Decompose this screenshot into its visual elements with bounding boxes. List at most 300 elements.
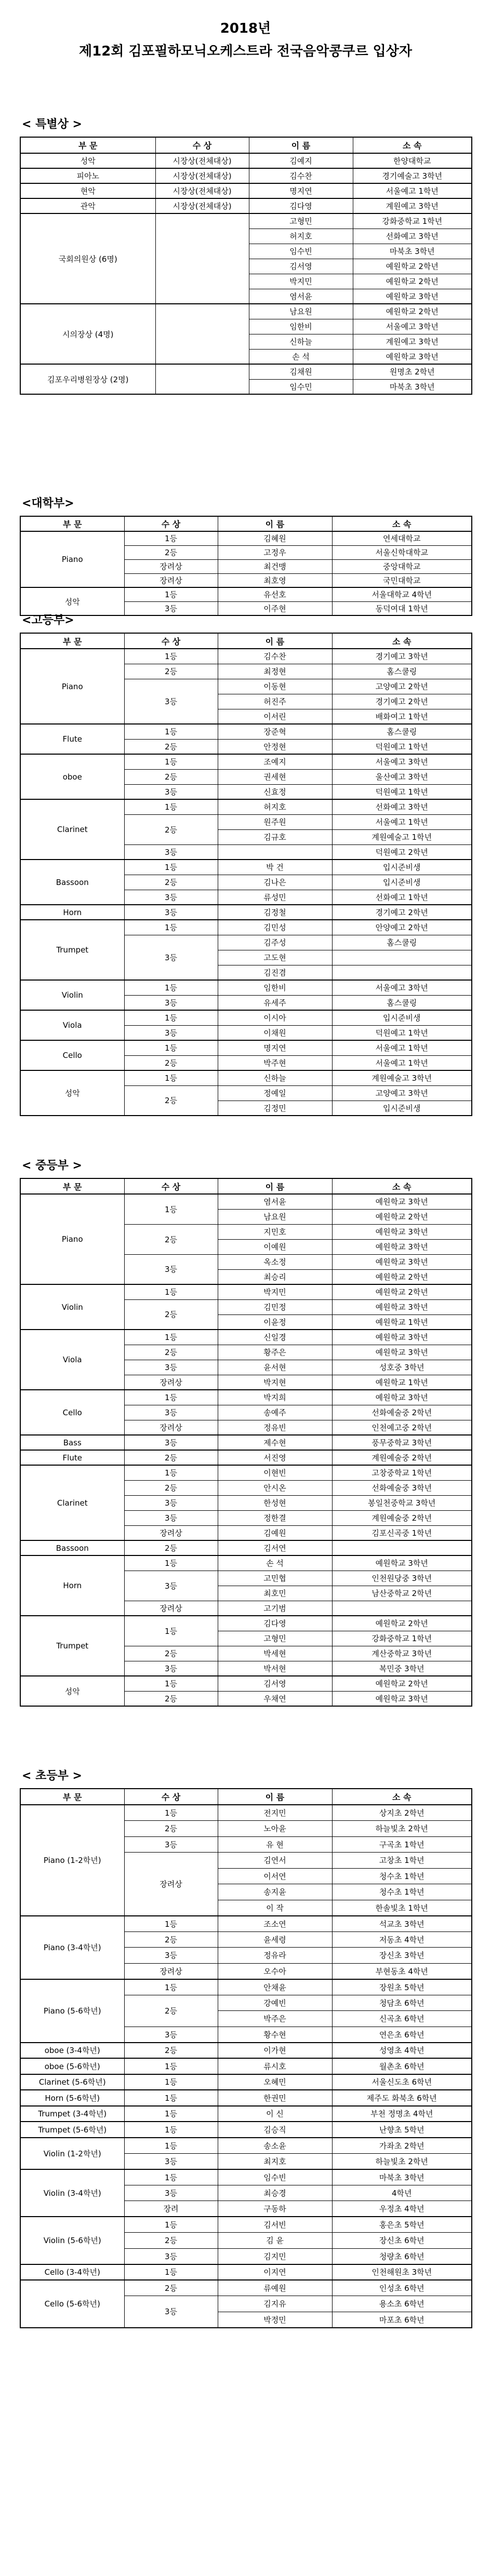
column-header: 이 름: [218, 1178, 332, 1194]
name-cell: 김채원: [249, 364, 353, 379]
name-cell: 오수아: [218, 1963, 332, 1979]
name-cell: 김규호: [218, 829, 332, 844]
column-header: 부 문: [20, 1178, 124, 1194]
category-cell: Viola: [20, 1010, 124, 1040]
affiliation-cell: 국민대학교: [332, 573, 472, 587]
award-cell: 1등: [124, 1555, 218, 1571]
name-cell: 이주현: [218, 601, 332, 615]
name-cell: 김지민: [218, 2248, 332, 2264]
award-cell: 2등: [124, 1299, 218, 1330]
category-cell: Horn: [20, 905, 124, 920]
affiliation-cell: 선화예술중 3학년: [332, 1480, 472, 1495]
award-cell: 3등: [124, 1836, 218, 1853]
name-cell: 명지연: [218, 1040, 332, 1055]
name-cell: 이 작: [218, 1900, 332, 1916]
table-row: [20, 2217, 472, 2233]
award-table: [20, 633, 472, 1116]
document-header: [0, 0, 491, 60]
award-cell: 3등: [124, 1510, 218, 1525]
table-row: [20, 1284, 472, 1299]
award-cell: 3등: [124, 784, 218, 799]
table-row: [20, 2043, 472, 2059]
table-row: [20, 1435, 472, 1450]
affiliation-cell: 고양예고 3학년: [332, 1085, 472, 1101]
name-cell: 김수찬: [249, 168, 353, 183]
name-cell: 임수빈: [249, 244, 353, 259]
category-cell: Cello: [20, 1390, 124, 1435]
category-cell: Cello: [20, 1040, 124, 1070]
name-cell: 윤세령: [218, 1931, 332, 1948]
award-cell: 1등: [124, 1465, 218, 1480]
name-cell: 옥소정: [218, 1254, 332, 1269]
category-cell: Horn (5-6학년): [20, 2090, 124, 2106]
name-cell: 황수현: [218, 2027, 332, 2043]
affiliation-cell: 예원학교 2학년: [353, 274, 472, 289]
award-cell: 1등: [124, 2264, 218, 2280]
name-cell: 남요원: [249, 304, 353, 319]
award-cell: 1등: [124, 2074, 218, 2090]
section-title: <대학부>: [22, 497, 74, 510]
category-cell: 성악: [20, 587, 124, 615]
name-cell: 노아윤: [218, 1821, 332, 1837]
table-row: [20, 2122, 472, 2138]
table-row: [20, 2138, 472, 2154]
table-row: [20, 2074, 472, 2090]
column-header: 부 문: [20, 1789, 124, 1805]
award-cell: 1등: [124, 1010, 218, 1025]
name-cell: 신하늘: [218, 1070, 332, 1085]
name-cell: 조예지: [218, 754, 332, 769]
name-cell: 안정현: [218, 739, 332, 754]
affiliation-cell: 강화중학교 1학년: [353, 213, 472, 229]
name-cell: 고민협: [218, 1571, 332, 1586]
column-header: 이 름: [218, 633, 332, 649]
table-row: [20, 587, 472, 601]
name-cell: 김지유: [218, 2296, 332, 2312]
section-title: <고등부>: [22, 614, 74, 627]
name-cell: 전지민: [218, 1805, 332, 1821]
name-cell: 이서연: [218, 1868, 332, 1884]
affiliation-cell: 계원예고 3학년: [353, 334, 472, 349]
affiliation-cell: [332, 950, 472, 965]
document-title: 제12회 김포필하모닉오케스트라 전국음악콩쿠르 입상자: [78, 44, 412, 59]
affiliation-cell: 서울대학교 4학년: [332, 587, 472, 601]
name-cell: 이시아: [218, 1010, 332, 1025]
affiliation-cell: 인천예고중 2학년: [332, 1420, 472, 1435]
award-cell: 1등: [124, 1330, 218, 1345]
category-cell: Flute: [20, 724, 124, 754]
name-cell: 김민성: [218, 920, 332, 935]
award-cell: 3등: [124, 2296, 218, 2328]
name-cell: 김나은: [218, 875, 332, 890]
affiliation-cell: 우정초 4학년: [332, 2201, 472, 2217]
affiliation-cell: 인성초 6학년: [332, 2280, 472, 2296]
award-cell: 장려상: [124, 559, 218, 573]
category-cell: Piano (3-4학년): [20, 1916, 124, 1979]
award-table: [20, 1178, 472, 1707]
award-cell: 장려상: [124, 1525, 218, 1540]
affiliation-cell: 청량초 6학년: [332, 2248, 472, 2264]
name-cell: 이윤정: [218, 1314, 332, 1330]
name-cell: 류시호: [218, 2058, 332, 2074]
name-cell: 손 석: [218, 1555, 332, 1571]
category-cell: Piano (1-2학년): [20, 1805, 124, 1916]
name-cell: 이 신: [218, 2106, 332, 2122]
affiliation-cell: 용소초 6학년: [332, 2296, 472, 2312]
affiliation-cell: 서울예고 3학년: [332, 980, 472, 995]
award-cell: 3등: [124, 1405, 218, 1420]
award-cell: 3등: [124, 890, 218, 905]
category-cell: Bassoon: [20, 860, 124, 905]
category-cell: Cello (3-4학년): [20, 2264, 124, 2280]
award-cell: 장려상: [124, 1375, 218, 1390]
affiliation-cell: 하늘빛초 2학년: [332, 2153, 472, 2169]
award-cell: 2등: [124, 1995, 218, 2027]
name-cell: 박 건: [218, 860, 332, 875]
name-cell: 송예주: [218, 1405, 332, 1420]
name-cell: 김민정: [218, 1299, 332, 1314]
affiliation-cell: 마포초 6학년: [332, 2312, 472, 2328]
name-cell: 최지호: [218, 2153, 332, 2169]
affiliation-cell: 예원학교 3학년: [332, 1299, 472, 1314]
award-cell: 1등: [124, 2058, 218, 2074]
award-cell: 1등: [124, 1040, 218, 1055]
name-cell: 김진겸: [218, 965, 332, 980]
affiliation-cell: 덕원예고 1학년: [332, 739, 472, 754]
affiliation-cell: 서울예고 1학년: [332, 1040, 472, 1055]
column-header: 소 속: [353, 137, 472, 153]
affiliation-cell: 제주도 화북초 6학년: [332, 2090, 472, 2106]
name-cell: 고정우: [218, 545, 332, 559]
affiliation-cell: 청수초 1학년: [332, 1884, 472, 1900]
name-cell: 지민호: [218, 1224, 332, 1239]
name-cell: 정한결: [218, 1510, 332, 1525]
name-cell: 김서빈: [218, 2217, 332, 2233]
award-cell: 2등: [124, 2233, 218, 2249]
name-cell: 한권민: [218, 2090, 332, 2106]
affiliation-cell: 서울신도초 6학년: [332, 2074, 472, 2090]
affiliation-cell: 예원학교 3학년: [332, 1224, 472, 1239]
name-cell: 김예지: [249, 153, 353, 168]
name-cell: 유선호: [218, 587, 332, 601]
name-cell: 정유라: [218, 1948, 332, 1964]
name-cell: 신하늘: [249, 334, 353, 349]
affiliation-cell: 배화여고 1학년: [332, 709, 472, 724]
category-cell: Viola: [20, 1330, 124, 1390]
table-row: [20, 1676, 472, 1691]
name-cell: 고형민: [249, 213, 353, 229]
column-header: 수 상: [124, 1178, 218, 1194]
affiliation-cell: 계원예술고 1학년: [332, 829, 472, 844]
affiliation-cell: 장신초 3학년: [332, 1948, 472, 1964]
name-cell: 류예원: [218, 2280, 332, 2296]
table-row: [20, 2264, 472, 2280]
table-row: [20, 2090, 472, 2106]
category-cell: 김포우리병원장상 (2명): [20, 364, 155, 394]
name-cell: 한성현: [218, 1495, 332, 1510]
table-row: [20, 1555, 472, 1571]
category-cell: Piano: [20, 649, 124, 724]
column-header: 소 속: [332, 516, 472, 531]
affiliation-cell: 풍무중학교 3학년: [332, 1435, 472, 1450]
affiliation-cell: 연은초 6학년: [332, 2027, 472, 2043]
category-cell: Piano: [20, 1194, 124, 1284]
affiliation-cell: 경기예술고 3학년: [353, 168, 472, 183]
table-row: [20, 1465, 472, 1480]
affiliation-cell: 성호중 3학년: [332, 1360, 472, 1375]
document-year: 2018년: [220, 21, 271, 36]
name-cell: 이현빈: [218, 1465, 332, 1480]
category-cell: Violin (1-2학년): [20, 2138, 124, 2169]
award-cell: 3등: [124, 679, 218, 724]
affiliation-cell: 원명초 2학년: [353, 364, 472, 379]
affiliation-cell: 경기예고 3학년: [332, 649, 472, 664]
name-cell: 최건맹: [218, 559, 332, 573]
table-row: [20, 2169, 472, 2185]
award-cell: [155, 304, 249, 364]
affiliation-cell: 선화예고 3학년: [332, 799, 472, 814]
award-cell: 1등: [124, 980, 218, 995]
section-title: < 중등부 >: [22, 1159, 82, 1172]
affiliation-cell: 예원학교 2학년: [332, 1269, 472, 1284]
award-cell: 2등: [124, 1540, 218, 1555]
award-cell: 3등: [124, 1571, 218, 1601]
category-cell: Trumpet (5-6학년): [20, 2122, 124, 2138]
name-cell: 최호영: [218, 573, 332, 587]
affiliation-cell: 청수초 1학년: [332, 1868, 472, 1884]
column-header: 이 름: [249, 137, 353, 153]
award-cell: 2등: [124, 1646, 218, 1661]
name-cell: 안채윤: [218, 1979, 332, 1995]
affiliation-cell: 예원학교 3학년: [353, 289, 472, 304]
name-cell: 원주원: [218, 814, 332, 829]
award-cell: 장려상: [124, 1853, 218, 1916]
name-cell: 류성민: [218, 890, 332, 905]
category-cell: Clarinet: [20, 799, 124, 860]
affiliation-cell: 인천원당중 3학년: [332, 1571, 472, 1586]
affiliation-cell: 가좌초 2학년: [332, 2138, 472, 2154]
column-header: 부 문: [20, 633, 124, 649]
award-cell: 시장상(전체대상): [155, 153, 249, 168]
affiliation-cell: 예원학교 1학년: [332, 1375, 472, 1390]
affiliation-cell: 예원학교 2학년: [353, 259, 472, 274]
name-cell: 송소윤: [218, 2138, 332, 2154]
award-cell: 1등: [124, 531, 218, 545]
table-row: [20, 1330, 472, 1345]
affiliation-cell: 울산예고 3학년: [332, 769, 472, 784]
name-cell: 황주은: [218, 1345, 332, 1360]
affiliation-cell: 서울예고 1학년: [332, 1055, 472, 1070]
affiliation-cell: 김포신곡중 1학년: [332, 1525, 472, 1540]
table-row: [20, 905, 472, 920]
category-cell: Violin: [20, 980, 124, 1010]
column-header: 소 속: [332, 633, 472, 649]
award-cell: 1등: [124, 1194, 218, 1224]
name-cell: 우채연: [218, 1691, 332, 1706]
name-cell: 서진영: [218, 1450, 332, 1465]
name-cell: 송지윤: [218, 1884, 332, 1900]
affiliation-cell: 서울예고 1학년: [353, 183, 472, 198]
affiliation-cell: 경기예고 2학년: [332, 694, 472, 709]
section-high-school: [20, 613, 471, 1116]
affiliation-cell: 덕원예고 1학년: [332, 784, 472, 799]
affiliation-cell: 예원학교 2학년: [332, 1616, 472, 1631]
award-cell: 3등: [124, 2248, 218, 2264]
table-row: [20, 1070, 472, 1085]
award-cell: 3등: [124, 1495, 218, 1510]
category-cell: 피아노: [20, 168, 155, 183]
table-header-row: [20, 516, 472, 531]
affiliation-cell: 예원학교 3학년: [332, 1239, 472, 1254]
affiliation-cell: 덕원예고 2학년: [332, 844, 472, 860]
table-row: [20, 860, 472, 875]
affiliation-cell: 난향초 5학년: [332, 2122, 472, 2138]
affiliation-cell: 선화예고 3학년: [353, 229, 472, 244]
affiliation-cell: 안양예고 2학년: [332, 920, 472, 935]
name-cell: 김승직: [218, 2122, 332, 2138]
name-cell: 신일경: [218, 1330, 332, 1345]
category-cell: Piano: [20, 531, 124, 587]
category-cell: Violin (5-6학년): [20, 2217, 124, 2264]
name-cell: 제수현: [218, 1435, 332, 1450]
affiliation-cell: 홈스쿨링: [332, 724, 472, 739]
award-cell: 2등: [124, 545, 218, 559]
award-cell: 2등: [124, 2043, 218, 2059]
award-cell: 3등: [124, 935, 218, 980]
affiliation-cell: 연세대학교: [332, 531, 472, 545]
table-row: [20, 1194, 472, 1209]
affiliation-cell: 청담초 6학년: [332, 1995, 472, 2011]
award-cell: 2등: [124, 875, 218, 890]
category-cell: Cello (5-6학년): [20, 2280, 124, 2328]
section-title: < 특별상 >: [22, 118, 82, 131]
affiliation-cell: 예원학교 3학년: [332, 1390, 472, 1405]
table-row: [20, 304, 472, 319]
table-row: [20, 1805, 472, 1821]
affiliation-cell: 입시준비생: [332, 1101, 472, 1116]
name-cell: 김정민: [218, 1101, 332, 1116]
award-cell: 장려: [124, 2201, 218, 2217]
award-cell: 1등: [124, 799, 218, 814]
column-header: 이 름: [218, 1789, 332, 1805]
name-cell: 김 윤: [218, 2233, 332, 2249]
award-cell: 3등: [124, 1025, 218, 1040]
award-cell: 1등: [124, 860, 218, 875]
name-cell: 허지호: [218, 799, 332, 814]
name-cell: 박주은: [218, 2011, 332, 2027]
name-cell: [218, 844, 332, 860]
name-cell: 신효정: [218, 784, 332, 799]
name-cell: 김혜원: [218, 531, 332, 545]
affiliation-cell: 홈스쿨링: [332, 995, 472, 1010]
affiliation-cell: 선화예술중 2학년: [332, 1405, 472, 1420]
table-row: [20, 1616, 472, 1631]
table-row: [20, 213, 472, 229]
award-cell: 1등: [124, 649, 218, 664]
award-cell: 1등: [124, 2090, 218, 2106]
name-cell: 오혜민: [218, 2074, 332, 2090]
name-cell: 유세주: [218, 995, 332, 1010]
table-row: [20, 754, 472, 769]
affiliation-cell: 저동초 4학년: [332, 1931, 472, 1948]
award-cell: 3등: [124, 905, 218, 920]
category-cell: Violin (3-4학년): [20, 2169, 124, 2217]
name-cell: 남요원: [218, 1209, 332, 1224]
name-cell: 이채원: [218, 1025, 332, 1040]
table-header-row: [20, 633, 472, 649]
table-row: [20, 364, 472, 379]
affiliation-cell: [332, 1540, 472, 1555]
award-cell: 2등: [124, 1821, 218, 1837]
award-cell: 1등: [124, 2138, 218, 2154]
award-cell: 2등: [124, 739, 218, 754]
award-cell: 1등: [124, 724, 218, 739]
name-cell: 고기범: [218, 1601, 332, 1616]
award-cell: 3등: [124, 1661, 218, 1676]
affiliation-cell: 서울예고 3학년: [353, 319, 472, 334]
table-row: [20, 1040, 472, 1055]
section-special-awards: [20, 117, 471, 395]
category-cell: Clarinet: [20, 1465, 124, 1540]
name-cell: 허진주: [218, 694, 332, 709]
name-cell: 최정현: [218, 664, 332, 679]
affiliation-cell: 계원예고 3학년: [353, 198, 472, 213]
award-cell: 시장상(전체대상): [155, 198, 249, 213]
name-cell: 박지민: [218, 1284, 332, 1299]
column-header: 이 름: [218, 516, 332, 531]
affiliation-cell: 봉일천중학교 3학년: [332, 1495, 472, 1510]
affiliation-cell: 강화중학교 1학년: [332, 1631, 472, 1646]
affiliation-cell: 마북초 3학년: [332, 2169, 472, 2185]
section-title: < 초등부 >: [22, 1769, 82, 1782]
table-row: [20, 2280, 472, 2296]
award-cell: 2등: [124, 1345, 218, 1360]
name-cell: 임수빈: [218, 2169, 332, 2185]
affiliation-cell: 예원학교 3학년: [332, 1254, 472, 1269]
category-cell: oboe: [20, 754, 124, 799]
name-cell: 최승경: [218, 2185, 332, 2201]
award-cell: 2등: [124, 769, 218, 784]
column-header: 부 문: [20, 516, 124, 531]
award-cell: 3등: [124, 1948, 218, 1964]
affiliation-cell: 장신초 6학년: [332, 2233, 472, 2249]
award-cell: 1등: [124, 587, 218, 601]
affiliation-cell: 예원학교 2학년: [332, 1284, 472, 1299]
award-cell: 3등: [124, 1254, 218, 1284]
affiliation-cell: 예원학교 3학년: [332, 1194, 472, 1209]
affiliation-cell: 덕원예고 1학년: [332, 1025, 472, 1040]
category-cell: Trumpet: [20, 920, 124, 980]
table-row: [20, 920, 472, 935]
name-cell: 안시온: [218, 1480, 332, 1495]
name-cell: 김다영: [218, 1616, 332, 1631]
name-cell: 김서연: [218, 1540, 332, 1555]
table-row: [20, 1979, 472, 1995]
affiliation-cell: 석교초 3학년: [332, 1916, 472, 1932]
name-cell: 임한비: [218, 980, 332, 995]
award-cell: 2등: [124, 1450, 218, 1465]
name-cell: 박서현: [218, 1661, 332, 1676]
category-cell: 국회의원상 (6명): [20, 213, 155, 304]
column-header: 소 속: [332, 1789, 472, 1805]
award-cell: 시장상(전체대상): [155, 168, 249, 183]
affiliation-cell: 예원학교 2학년: [332, 1676, 472, 1691]
affiliation-cell: 한솔빛초 1학년: [332, 1900, 472, 1916]
affiliation-cell: 예원학교 2학년: [353, 304, 472, 319]
affiliation-cell: 서울신학대학교: [332, 545, 472, 559]
name-cell: 유 현: [218, 1836, 332, 1853]
name-cell: 구동하: [218, 2201, 332, 2217]
